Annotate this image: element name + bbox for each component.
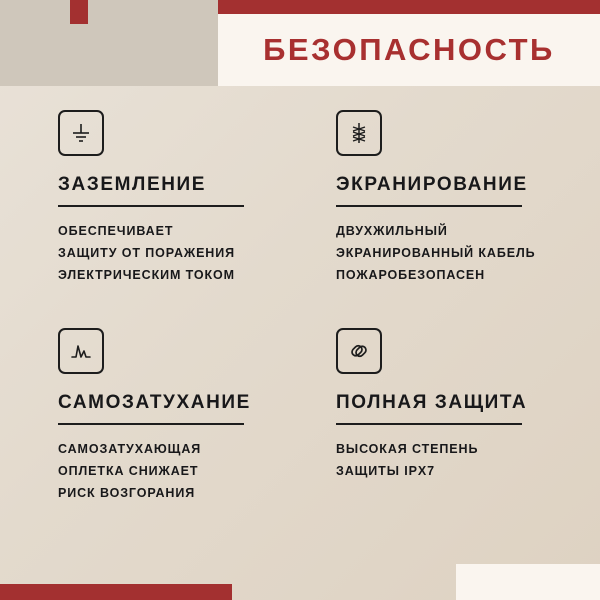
feature-description-line: ЭЛЕКТРИЧЕСКИМ ТОКОМ — [58, 267, 235, 282]
shielding-icon — [336, 110, 382, 156]
full-protection-icon — [336, 328, 382, 374]
feature-title: САМОЗАТУХАНИЕ — [58, 392, 251, 413]
top-accent-band — [218, 0, 600, 14]
bottom-accent-bar — [0, 584, 232, 600]
feature-card-shielding — [312, 110, 566, 322]
title-divider — [58, 423, 244, 425]
feature-card-full-protection — [312, 328, 566, 540]
feature-title: ЗАЗЕМЛЕНИЕ — [58, 174, 207, 195]
feature-description-line: ДВУХЖИЛЬНЫЙ — [336, 224, 448, 238]
top-left-accent-stripe — [70, 0, 88, 24]
feature-description-line: ПОЖАРОБЕЗОПАСЕН — [336, 267, 486, 282]
feature-description-line: ОБЕСПЕЧИВАЕТ — [58, 224, 174, 238]
bottom-light-panel — [456, 564, 600, 600]
feature-description-line: РИСК ВОЗГОРАНИЯ — [58, 485, 196, 500]
feature-description-line: ЗАЩИТУ ОТ ПОРАЖЕНИЯ — [58, 245, 235, 260]
feature-description-line: ЭКРАНИРОВАННЫЙ КАБЕЛЬ — [336, 245, 536, 260]
feature-description — [336, 221, 566, 287]
feature-description — [58, 221, 288, 287]
title-divider — [336, 205, 522, 207]
feature-title: ЭКРАНИРОВАНИЕ — [336, 174, 528, 195]
self-extinguishing-icon — [58, 328, 104, 374]
feature-card-self-extinguishing — [34, 328, 288, 540]
title-divider — [336, 423, 522, 425]
feature-description-line: ЗАЩИТЫ IPX7 — [336, 463, 435, 478]
top-left-decor-block — [0, 0, 218, 86]
page-title: БЕЗОПАСНОСТЬ — [263, 32, 555, 67]
feature-description-line: ВЫСОКАЯ СТЕПЕНЬ — [336, 442, 479, 456]
feature-description — [336, 439, 566, 483]
feature-title: ПОЛНАЯ ЗАЩИТА — [336, 392, 528, 413]
features-grid — [0, 96, 600, 540]
grounding-icon — [58, 110, 104, 156]
title-divider — [58, 205, 244, 207]
feature-description-line: САМОЗАТУХАЮЩАЯ — [58, 442, 202, 456]
feature-card-grounding — [34, 110, 288, 322]
feature-description — [58, 439, 288, 505]
header-panel — [218, 14, 600, 86]
feature-description-line: ОПЛЕТКА СНИЖАЕТ — [58, 463, 199, 478]
